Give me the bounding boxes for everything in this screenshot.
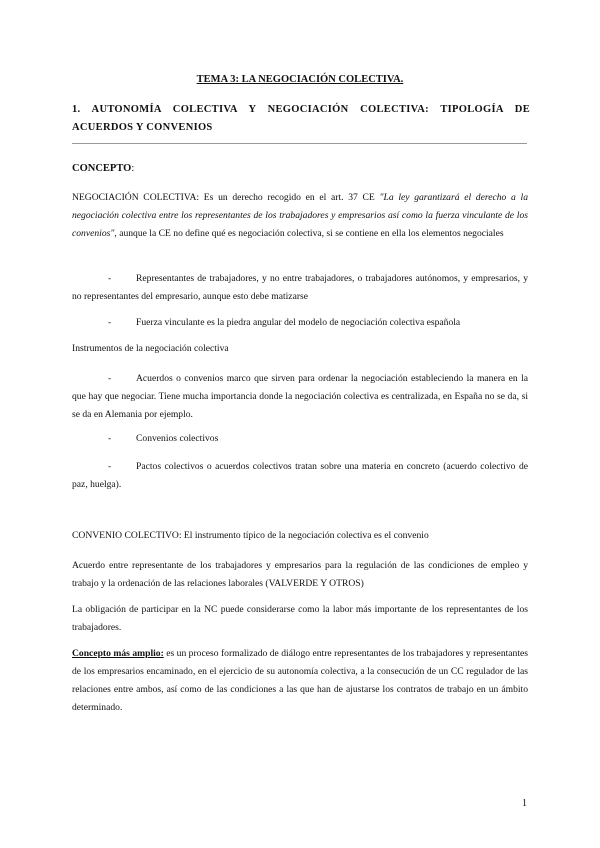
list-item-text: Convenios colectivos <box>136 433 219 444</box>
concepto-heading-text: CONCEPTO <box>72 163 132 174</box>
section-divider <box>72 143 527 144</box>
document-title: TEMA 3: LA NEGOCIACIÓN COLECTIVA. <box>196 74 404 85</box>
negociacion-paragraph <box>72 189 528 243</box>
list-item <box>72 314 528 332</box>
list-item <box>72 270 528 306</box>
bullet-dash: - <box>108 273 112 284</box>
bullet-dash: - <box>108 373 112 384</box>
negociacion-tail: , aunque la CE no define qué es negociación colectiva, si se contiene en ella los elementos negociales <box>114 228 504 239</box>
convenio-paragraph: CONVENIO COLECTIVO: El instrumento típico de la negociación colectiva es el convenio <box>72 530 429 541</box>
list-item <box>72 458 528 494</box>
bullet-dash: - <box>108 461 112 472</box>
instrumentos-heading: Instrumentos de la negociación colectiva <box>72 343 229 354</box>
concepto-amplio-label: Concepto más amplio: <box>72 648 164 659</box>
obligacion-paragraph: La obligación de participar en la NC puede considerarse como la labor más importante de los representantes de los trabajadores. <box>72 604 528 633</box>
page-number: 1 <box>522 798 527 809</box>
acuerdo-paragraph: Acuerdo entre representante de los trabajadores y empresarios para la regulación de las condiciones de empleo y trabajo y la ordenación de las relaciones laborales (VALVERDE Y OTROS) <box>72 560 528 589</box>
concepto-amplio-paragraph <box>72 645 528 717</box>
bullet-dash: - <box>108 433 112 444</box>
negociacion-quote: "La ley garantizará el derecho a la negociación colectiva entre los representantes de los trabajadores y empresarios así como la fuerza vinculante de los convenios" <box>72 192 528 239</box>
concepto-heading <box>72 163 134 174</box>
bullet-dash: - <box>108 317 112 328</box>
negociacion-lead: NEGOCIACIÓN COLECTIVA: Es un derecho recogido en el art. 37 CE <box>72 192 380 203</box>
list-item-text: Representantes de trabajadores, y no entre trabajadores, o trabajadores autónomos, y empresarios, y no representantes del empresario, aunque esto debe matizarse <box>72 273 528 302</box>
list-item <box>72 430 528 448</box>
section-heading: 1. AUTONOMÍA COLECTIVA Y NEGOCIACIÓN COLECTIVA: TIPOLOGÍA DE ACUERDOS Y CONVENIOS <box>72 104 530 133</box>
concepto-heading-colon: : <box>131 163 135 174</box>
list-item-text: Pactos colectivos o acuerdos colectivos tratan sobre una materia en concreto (acuerdo colectivo de paz, huelga). <box>72 461 528 490</box>
list-item-text: Fuerza vinculante es la piedra angular del modelo de negociación colectiva española <box>136 317 461 328</box>
concepto-amplio-text: es un proceso formalizado de diálogo entre representantes de los trabajadores y representantes de los empresarios encaminado, en el ejercicio de su autonomía colectiva, a la consecución de un CC regulador de las relaciones entre ambos, así como de las condiciones a las que han de ajustarse los contratos de trabajo en un ámbito determinado. <box>72 648 528 713</box>
list-item <box>72 370 528 424</box>
list-item-text: Acuerdos o convenios marco que sirven para ordenar la negociación estableciendo la manera en la que hay que negociar. Tiene mucha importancia donde la negociación colectiva es centralizada, en España no se da, si se da en Alemania por ejemplo. <box>72 373 528 420</box>
